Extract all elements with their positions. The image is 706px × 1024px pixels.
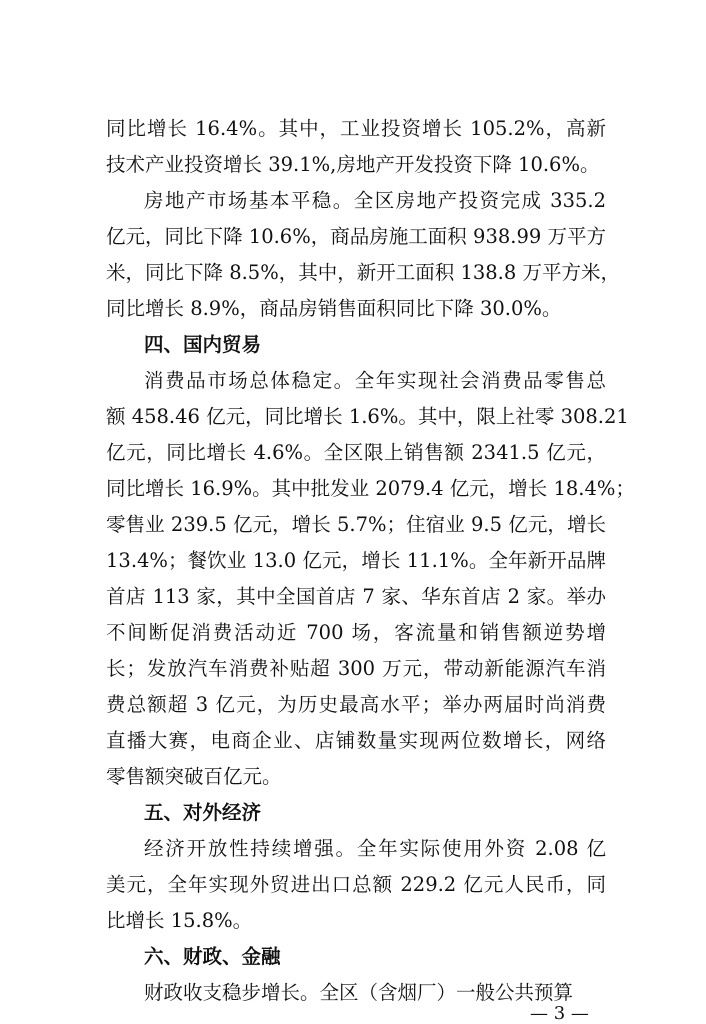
paragraph-first-line: 财政收支稳步增长。全区（含烟厂）一般公共预算 [144,981,574,1004]
text-line: 米，同比下降 8.5%，其中，新开工面积 138.8 万平方米， [106,261,620,284]
text-line: 13.4%；餐饮业 13.0 亿元，增长 11.1%。全年新开品牌 [106,549,606,572]
text-line: 长；发放汽车消费补贴超 300 万元，带动新能源汽车消 [106,657,606,680]
page-number: — 3 — [530,1003,589,1024]
section-heading: 六、财政、金融 [144,945,281,968]
section-heading: 五、对外经济 [144,801,262,824]
text-line: 直播大赛，电商企业、店铺数量实现两位数增长，网络 [106,729,606,752]
text-line: 同比增长 8.9%，商品房销售面积同比下降 30.0%。 [106,297,562,320]
text-line: 亿元，同比下降 10.6%，商品房施工面积 938.99 万平方 [106,225,606,248]
text-line: 费总额超 3 亿元，为历史最高水平；举办两届时尚消费 [106,693,606,716]
text-line: 首店 113 家，其中全国首店 7 家、华东首店 2 家。举办 [106,585,606,608]
paragraph-first-line: 经济开放性持续增强。全年实际使用外资 2.08 亿 [144,837,606,860]
text-line: 比增长 15.8%。 [106,909,253,932]
text-line: 零售业 239.5 亿元，增长 5.7%；住宿业 9.5 亿元，增长 [106,513,606,536]
section-heading: 四、国内贸易 [144,333,262,356]
text-line: 同比增长 16.4%。其中，工业投资增长 105.2%，高新 [106,117,606,140]
text-line: 不间断促消费活动近 700 场，客流量和销售额逆势增 [106,621,606,644]
text-line: 同比增长 16.9%。其中批发业 2079.4 亿元，增长 18.4%； [106,477,635,500]
text-line: 技术产业投资增长 39.1%,房地产开发投资下降 10.6%。 [106,153,600,176]
text-line: 亿元，同比增长 4.6%。全区限上销售额 2341.5 亿元， [106,441,606,464]
text-line: 额 458.46 亿元，同比增长 1.6%。其中，限上社零 308.21 [106,405,629,428]
text-line: 零售额突破百亿元。 [106,765,282,788]
text-line: 美元，全年实现外贸进出口总额 229.2 亿元人民币，同 [106,873,606,896]
paragraph-first-line: 消费品市场总体稳定。全年实现社会消费品零售总 [144,369,606,392]
paragraph-first-line: 房地产市场基本平稳。全区房地产投资完成 335.2 [144,189,606,212]
